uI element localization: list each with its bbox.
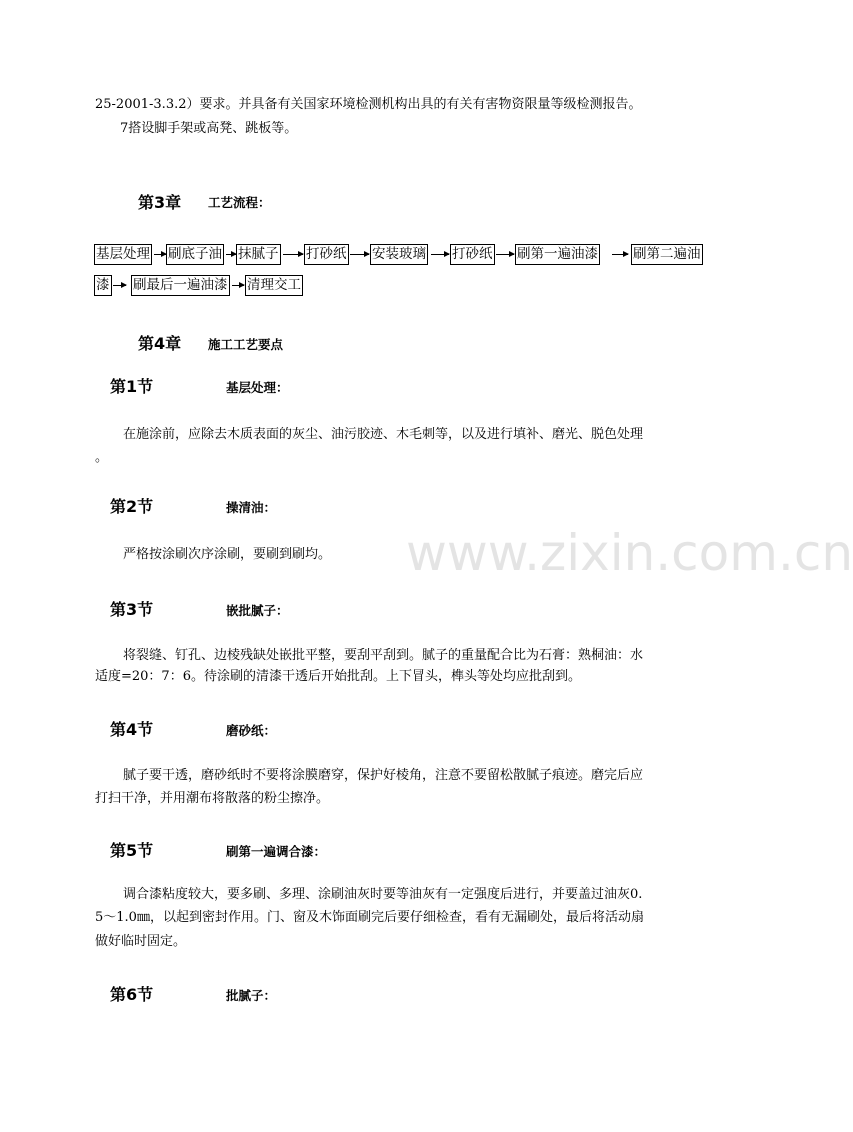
flow-arrow [154, 254, 166, 255]
section-1-line-2: 。 [95, 450, 109, 465]
flow-step-sanding-2: 打砂纸 [450, 244, 495, 265]
flow-arrow [232, 285, 244, 286]
flow-step-second-coat: 刷第二遍油 [631, 244, 703, 265]
flow-step-primer-oil: 刷底子油 [166, 244, 224, 265]
flow-step-second-coat-cont: 漆 [94, 275, 112, 296]
chapter-4-title: 施工工艺要点 [208, 337, 284, 352]
section-3-title: 嵌批腻子： [226, 603, 289, 618]
section-4-line-2: 打扫干净，并用潮布将散落的粉尘擦净。 [95, 791, 330, 806]
section-6-title: 批腻子： [226, 988, 277, 1003]
flow-arrow [283, 254, 303, 255]
flow-step-sanding-1: 打砂纸 [304, 244, 349, 265]
watermark: www.zixin.com.cn [406, 524, 853, 582]
section-4-number: 第4节 [110, 720, 154, 739]
section-2-title: 操清油： [226, 500, 277, 515]
flow-step-final-coat: 刷最后一遍油漆 [131, 275, 230, 296]
section-5-line-1: 调合漆粘度较大，要多刷、多理、涂刷油灰时要等油灰有一定强度后进行，并要盖过油灰0. [123, 887, 643, 902]
flow-step-putty: 抹腻子 [236, 244, 281, 265]
flow-arrow [226, 254, 236, 255]
section-1-number: 第1节 [110, 377, 154, 396]
section-5-title: 刷第一遍调合漆： [226, 844, 327, 859]
flow-arrow [431, 254, 449, 255]
section-2-line-1: 严格按涂刷次序涂刷，要刷到刷均。 [123, 547, 332, 562]
section-5-line-3: 做好临时固定。 [95, 934, 187, 949]
flow-arrow [496, 254, 514, 255]
flow-step-base-treatment: 基层处理 [94, 244, 152, 265]
section-4-title: 磨砂纸： [226, 723, 277, 738]
section-4-line-1: 腻子要干透，磨砂纸时不要将涂膜磨穿，保护好棱角，注意不要留松散腻子痕迹。磨完后应 [123, 768, 644, 783]
chapter-3-title: 工艺流程： [208, 195, 271, 210]
section-3-line-1: 将裂缝、钉孔、边棱残缺处嵌批平整，要刮平刮到。腻子的重量配合比为石膏：熟桐油：水 [123, 648, 644, 663]
chapter-4-number: 第4章 [138, 334, 182, 353]
section-1-line-1: 在施涂前，应除去木质表面的灰尘、油污胶迹、木毛刺等，以及进行填补、磨光、脱色处理 [123, 427, 644, 442]
section-1-title: 基层处理： [226, 380, 289, 395]
flow-step-install-glass: 安装玻璃 [370, 244, 428, 265]
continuation-line-2: 7搭设脚手架或高凳、跳板等。 [120, 121, 298, 136]
section-5-number: 第5节 [110, 841, 154, 860]
flow-arrow [612, 254, 628, 255]
section-3-number: 第3节 [110, 600, 154, 619]
flow-step-cleanup-handover: 清理交工 [245, 275, 303, 296]
flow-arrow [113, 285, 126, 286]
section-5-line-2: 5～1.0㎜，以起到密封作用。门、窗及木饰面刷完后要仔细检查，看有无漏刷处，最后将活动扇 [95, 910, 644, 925]
chapter-3-number: 第3章 [138, 193, 182, 212]
section-3-line-2: 适度=20：7：6。待涂刷的清漆干透后开始批刮。上下冒头，榫头等处均应批刮到。 [95, 669, 581, 684]
flow-step-first-coat: 刷第一遍油漆 [515, 244, 600, 265]
section-2-number: 第2节 [110, 497, 154, 516]
continuation-line-1: 25-2001-3.3.2）要求。并具备有关国家环境检测机构出具的有关有害物资限量等级检测报告。 [95, 97, 642, 112]
flow-arrow [350, 254, 369, 255]
section-6-number: 第6节 [110, 985, 154, 1004]
